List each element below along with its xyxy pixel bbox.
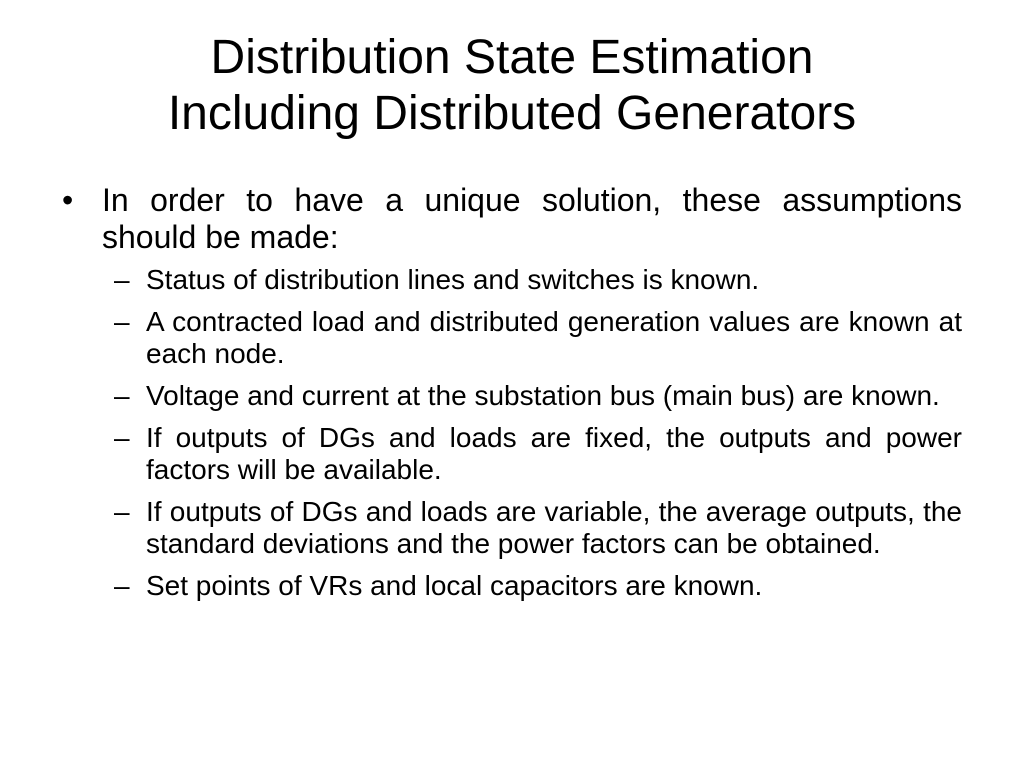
main-bullet xyxy=(60,182,962,256)
sub-bullet-item xyxy=(60,496,962,560)
title-line-1: Distribution State Estimation xyxy=(210,31,814,84)
sub-bullet-item xyxy=(60,380,962,412)
sub-bullet-text: Voltage and current at the substation bus (main bus) are known. xyxy=(146,380,940,411)
sub-bullet-list xyxy=(60,264,962,602)
sub-bullet-item xyxy=(60,570,962,602)
main-bullet-text: In order to have a unique solution, these assumptions should be made: xyxy=(102,182,962,255)
sub-bullet-text: Set points of VRs and local capacitors are known. xyxy=(146,570,763,601)
sub-bullet-text: A contracted load and distributed generation values are known at each node. xyxy=(146,306,962,369)
sub-bullet-item xyxy=(60,264,962,296)
slide-title xyxy=(60,30,964,142)
sub-bullet-text: If outputs of DGs and loads are fixed, the outputs and power factors will be available. xyxy=(146,422,962,485)
dash-icon: – xyxy=(114,496,130,527)
slide-body xyxy=(60,182,962,612)
sub-bullet-item xyxy=(60,422,962,486)
bullet-icon: • xyxy=(62,182,74,218)
sub-bullet-item xyxy=(60,306,962,370)
dash-icon: – xyxy=(114,422,130,453)
dash-icon: – xyxy=(114,264,130,295)
sub-bullet-text: If outputs of DGs and loads are variable, the average outputs, the standard deviations and the power factors can be obtained. xyxy=(146,496,962,559)
title-line-2: Including Distributed Generators xyxy=(167,87,857,140)
dash-icon: – xyxy=(114,306,130,337)
sub-bullet-text: Status of distribution lines and switches is known. xyxy=(146,264,760,295)
dash-icon: – xyxy=(114,380,130,411)
dash-icon: – xyxy=(114,570,130,601)
